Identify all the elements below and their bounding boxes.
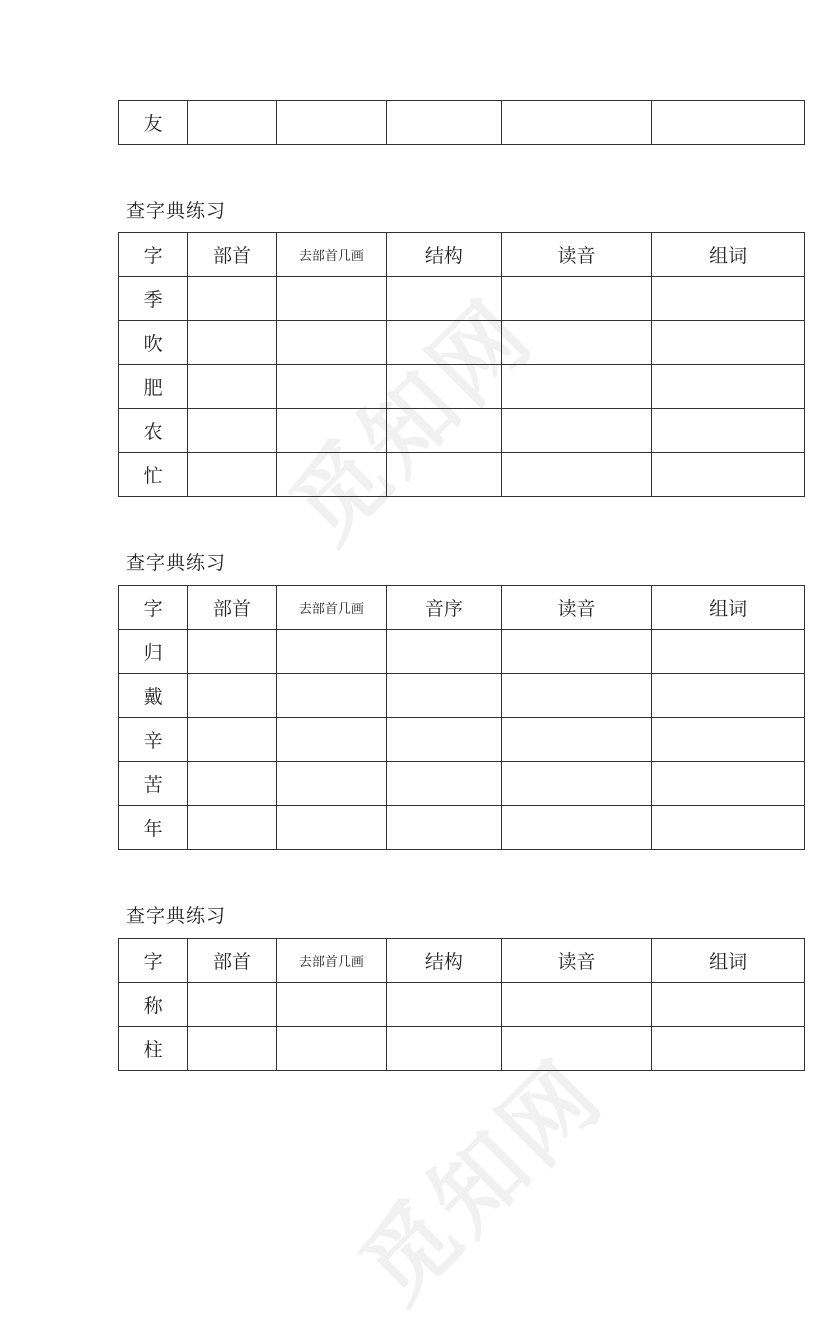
pronunciation-cell[interactable]	[501, 409, 652, 453]
dictionary-table-3	[118, 938, 805, 1071]
header-phonetic-order: 音序	[387, 586, 502, 630]
header-strokes: 去部首几画	[276, 939, 386, 983]
pronunciation-cell[interactable]	[501, 630, 652, 674]
table-row	[119, 718, 805, 762]
word-cell[interactable]	[652, 277, 805, 321]
header-row	[119, 233, 805, 277]
radical-cell[interactable]	[188, 718, 276, 762]
pronunciation-cell[interactable]	[501, 277, 652, 321]
table-row	[119, 1027, 805, 1071]
structure-cell[interactable]	[387, 1027, 502, 1071]
header-char: 字	[119, 233, 188, 277]
word-cell[interactable]	[652, 1027, 805, 1071]
header-char: 字	[119, 939, 188, 983]
strokes-cell[interactable]	[276, 101, 386, 145]
strokes-cell[interactable]	[276, 983, 386, 1027]
radical-cell[interactable]	[188, 277, 276, 321]
structure-cell[interactable]	[387, 277, 502, 321]
char-cell: 辛	[119, 718, 188, 762]
pronunciation-cell[interactable]	[501, 321, 652, 365]
radical-cell[interactable]	[188, 674, 276, 718]
word-cell[interactable]	[652, 718, 805, 762]
structure-cell[interactable]	[387, 101, 502, 145]
word-cell[interactable]	[652, 321, 805, 365]
section-title: 查字典练习	[126, 905, 227, 927]
word-cell[interactable]	[652, 101, 805, 145]
table-row	[119, 453, 805, 497]
char-cell: 农	[119, 409, 188, 453]
strokes-cell[interactable]	[276, 762, 386, 806]
header-pronunciation: 读音	[501, 233, 652, 277]
radical-cell[interactable]	[188, 1027, 276, 1071]
char-cell: 年	[119, 806, 188, 850]
phonetic-order-cell[interactable]	[387, 806, 502, 850]
table-row	[119, 983, 805, 1027]
phonetic-order-cell[interactable]	[387, 762, 502, 806]
header-row	[119, 586, 805, 630]
strokes-cell[interactable]	[276, 453, 386, 497]
header-row	[119, 939, 805, 983]
strokes-cell[interactable]	[276, 718, 386, 762]
char-cell: 戴	[119, 674, 188, 718]
watermark: 觅知网	[340, 1039, 625, 1324]
section-title: 查字典练习	[126, 552, 227, 574]
dictionary-table-2	[118, 585, 805, 850]
top-row-table	[118, 100, 805, 145]
header-radical: 部首	[188, 233, 276, 277]
table-row	[119, 409, 805, 453]
table-row	[119, 321, 805, 365]
word-cell[interactable]	[652, 983, 805, 1027]
table-row	[119, 762, 805, 806]
pronunciation-cell[interactable]	[501, 674, 652, 718]
section-title: 查字典练习	[126, 200, 227, 222]
word-cell[interactable]	[652, 409, 805, 453]
pronunciation-cell[interactable]	[501, 1027, 652, 1071]
table-row	[119, 630, 805, 674]
pronunciation-cell[interactable]	[501, 365, 652, 409]
radical-cell[interactable]	[188, 101, 276, 145]
radical-cell[interactable]	[188, 630, 276, 674]
char-cell: 忙	[119, 453, 188, 497]
char-cell: 归	[119, 630, 188, 674]
header-pronunciation: 读音	[501, 586, 652, 630]
structure-cell[interactable]	[387, 321, 502, 365]
header-structure: 结构	[387, 939, 502, 983]
pronunciation-cell[interactable]	[501, 983, 652, 1027]
word-cell[interactable]	[652, 453, 805, 497]
char-cell: 称	[119, 983, 188, 1027]
pronunciation-cell[interactable]	[501, 101, 652, 145]
table-row	[119, 101, 805, 145]
table-row	[119, 365, 805, 409]
header-structure: 结构	[387, 233, 502, 277]
pronunciation-cell[interactable]	[501, 806, 652, 850]
radical-cell[interactable]	[188, 762, 276, 806]
strokes-cell[interactable]	[276, 674, 386, 718]
header-radical: 部首	[188, 586, 276, 630]
table-row	[119, 806, 805, 850]
char-cell: 柱	[119, 1027, 188, 1071]
structure-cell[interactable]	[387, 409, 502, 453]
word-cell[interactable]	[652, 365, 805, 409]
header-strokes: 去部首几画	[276, 586, 386, 630]
char-cell: 苦	[119, 762, 188, 806]
strokes-cell[interactable]	[276, 277, 386, 321]
structure-cell[interactable]	[387, 453, 502, 497]
radical-cell[interactable]	[188, 409, 276, 453]
strokes-cell[interactable]	[276, 321, 386, 365]
watermark: 觅知网	[270, 279, 555, 564]
radical-cell[interactable]	[188, 321, 276, 365]
table-row	[119, 674, 805, 718]
pronunciation-cell[interactable]	[501, 453, 652, 497]
word-cell[interactable]	[652, 630, 805, 674]
structure-cell[interactable]	[387, 983, 502, 1027]
radical-cell[interactable]	[188, 983, 276, 1027]
strokes-cell[interactable]	[276, 630, 386, 674]
word-cell[interactable]	[652, 806, 805, 850]
strokes-cell[interactable]	[276, 1027, 386, 1071]
strokes-cell[interactable]	[276, 409, 386, 453]
char-cell: 肥	[119, 365, 188, 409]
strokes-cell[interactable]	[276, 806, 386, 850]
header-radical: 部首	[188, 939, 276, 983]
char-cell: 季	[119, 277, 188, 321]
header-words: 组词	[652, 939, 805, 983]
char-cell: 友	[119, 101, 188, 145]
phonetic-order-cell[interactable]	[387, 674, 502, 718]
word-cell[interactable]	[652, 674, 805, 718]
phonetic-order-cell[interactable]	[387, 718, 502, 762]
word-cell[interactable]	[652, 762, 805, 806]
header-words: 组词	[652, 586, 805, 630]
header-char: 字	[119, 586, 188, 630]
phonetic-order-cell[interactable]	[387, 630, 502, 674]
dictionary-table-1	[118, 232, 805, 497]
header-pronunciation: 读音	[501, 939, 652, 983]
radical-cell[interactable]	[188, 806, 276, 850]
header-strokes: 去部首几画	[276, 233, 386, 277]
table-row	[119, 277, 805, 321]
radical-cell[interactable]	[188, 365, 276, 409]
strokes-cell[interactable]	[276, 365, 386, 409]
pronunciation-cell[interactable]	[501, 718, 652, 762]
structure-cell[interactable]	[387, 365, 502, 409]
header-words: 组词	[652, 233, 805, 277]
pronunciation-cell[interactable]	[501, 762, 652, 806]
radical-cell[interactable]	[188, 453, 276, 497]
char-cell: 吹	[119, 321, 188, 365]
